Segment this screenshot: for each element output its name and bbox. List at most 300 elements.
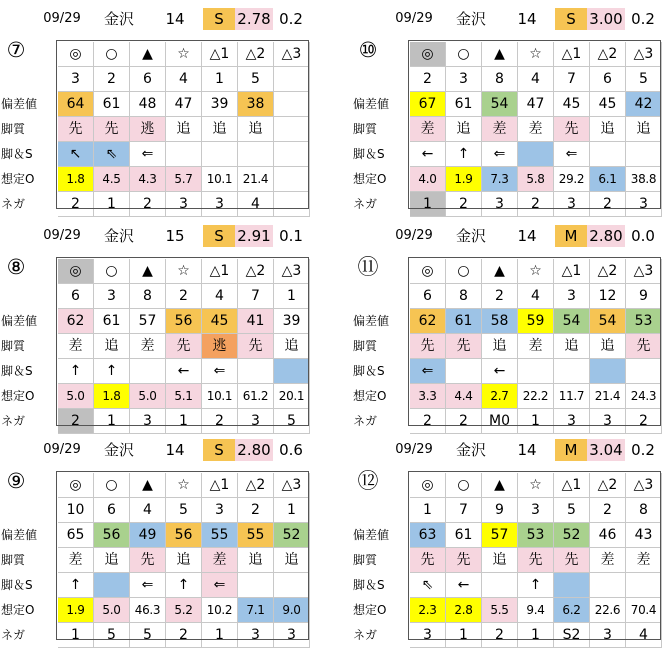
row-odds — [352, 167, 668, 192]
style-cell: 差 — [58, 548, 94, 573]
style-cell: 差 — [626, 548, 662, 573]
row-dev — [352, 309, 668, 334]
horse-cell: 6 — [590, 67, 626, 92]
style-cell: 追 — [590, 334, 626, 359]
horse-cell: 5 — [166, 498, 202, 523]
dev-cell: 64 — [58, 92, 94, 117]
nega-cell: 5 — [274, 409, 310, 434]
field-size: 14 — [517, 227, 537, 245]
marks-cell: △3 — [626, 259, 662, 284]
marks-cell: ☆ — [518, 473, 554, 498]
row-nega — [0, 409, 316, 434]
nega-cell: 3 — [626, 192, 662, 217]
ls-cell — [274, 142, 310, 167]
nega-cell — [274, 192, 310, 217]
label-odds: 想定O — [353, 172, 387, 186]
horse-cell: 8 — [626, 498, 662, 523]
nega-cell: 3 — [130, 409, 166, 434]
odds-cell: 4.3 — [130, 167, 166, 192]
score-diff: 0.6 — [279, 441, 303, 459]
row-horse — [0, 284, 316, 309]
nega-cell: 2 — [482, 623, 518, 648]
ls-cell — [590, 359, 626, 384]
dev-cell: 53 — [626, 309, 662, 334]
style-cell: 先 — [238, 334, 274, 359]
row-odds — [352, 598, 668, 623]
race-date: 09/29 — [43, 442, 81, 457]
style-cell: 差 — [202, 548, 238, 573]
nega-cell: 3 — [202, 192, 238, 217]
odds-cell: 9.0 — [274, 598, 310, 623]
odds-cell: 21.4 — [238, 167, 274, 192]
style-cell: 先 — [554, 117, 590, 142]
ls-cell: ← — [446, 573, 482, 598]
nega-cell: 1 — [410, 192, 446, 217]
race-block — [0, 225, 316, 429]
style-cell: 差 — [482, 117, 518, 142]
ls-cell: ← — [482, 359, 518, 384]
ls-cell: ← — [410, 142, 446, 167]
odds-cell: 2.3 — [410, 598, 446, 623]
row-marks — [0, 259, 316, 284]
nega-cell: 4 — [238, 192, 274, 217]
marks-cell: ○ — [446, 259, 482, 284]
nega-cell: 3 — [238, 623, 274, 648]
row-style — [0, 334, 316, 359]
row-horse — [352, 498, 668, 523]
race-block — [0, 439, 316, 643]
dev-cell: 59 — [518, 309, 554, 334]
nega-cell: 1 — [446, 623, 482, 648]
ls-cell — [130, 359, 166, 384]
marks-cell: △3 — [626, 473, 662, 498]
style-cell: 先 — [554, 548, 590, 573]
style-cell: 追 — [94, 334, 130, 359]
nega-cell: 2 — [130, 192, 166, 217]
venue-name: 金沢 — [103, 227, 134, 245]
venue-name: 金沢 — [455, 441, 486, 459]
label-dev: 偏差値 — [353, 528, 390, 542]
marks-cell: ☆ — [166, 42, 202, 67]
odds-cell — [274, 167, 310, 192]
race-score: 2.80 — [587, 225, 625, 247]
horse-cell: 3 — [518, 498, 554, 523]
horse-cell: 3 — [58, 67, 94, 92]
odds-cell: 1.9 — [58, 598, 94, 623]
grade-badge: M — [555, 225, 587, 247]
race-number: ⑧ — [6, 255, 26, 279]
label-style: 脚質 — [1, 122, 26, 136]
label-style: 脚質 — [1, 553, 26, 567]
odds-cell: 6.2 — [554, 598, 590, 623]
style-cell: 差 — [518, 117, 554, 142]
row-horse — [0, 67, 316, 92]
label-dev: 偏差値 — [353, 314, 390, 328]
marks-cell: ▲ — [130, 473, 166, 498]
horse-cell: 1 — [274, 284, 310, 309]
odds-cell: 1.9 — [446, 167, 482, 192]
race-number: ⑦ — [6, 38, 26, 62]
dev-cell: 46 — [590, 523, 626, 548]
horse-cell: 5 — [626, 67, 662, 92]
horse-cell: 3 — [554, 284, 590, 309]
race-date: 09/29 — [43, 228, 81, 243]
row-nega — [0, 192, 316, 217]
ls-cell: ↑ — [446, 142, 482, 167]
grade-badge: S — [203, 225, 235, 247]
dev-cell: 54 — [590, 309, 626, 334]
dev-cell: 56 — [166, 309, 202, 334]
label-nega: ネガ — [353, 414, 378, 428]
race-header — [0, 8, 316, 32]
label-ls: 脚＆S — [353, 147, 385, 161]
dev-cell: 61 — [446, 92, 482, 117]
horse-cell: 6 — [58, 284, 94, 309]
horse-cell: 2 — [166, 284, 202, 309]
style-cell: 追 — [554, 334, 590, 359]
horse-cell: 2 — [590, 498, 626, 523]
odds-cell: 4.5 — [94, 167, 130, 192]
horse-cell: 5 — [554, 498, 590, 523]
row-odds — [0, 384, 316, 409]
dev-cell: 52 — [554, 523, 590, 548]
row-ls — [352, 573, 668, 598]
odds-cell: 5.8 — [518, 167, 554, 192]
nega-cell: 1 — [94, 192, 130, 217]
row-odds — [352, 384, 668, 409]
horse-cell: 1 — [202, 67, 238, 92]
horse-cell: 1 — [410, 498, 446, 523]
nega-cell: 3 — [274, 623, 310, 648]
marks-cell: ☆ — [518, 42, 554, 67]
label-nega: ネガ — [1, 414, 26, 428]
marks-cell: △2 — [238, 42, 274, 67]
style-cell: 先 — [94, 117, 130, 142]
ls-cell: ⇐ — [202, 359, 238, 384]
label-ls: 脚＆S — [353, 364, 385, 378]
nega-cell: 1 — [518, 409, 554, 434]
horse-cell: 2 — [94, 67, 130, 92]
marks-cell: ▲ — [482, 42, 518, 67]
row-style — [352, 548, 668, 573]
style-cell: 追 — [446, 117, 482, 142]
odds-cell: 4.0 — [410, 167, 446, 192]
ls-cell — [554, 359, 590, 384]
ls-cell — [238, 359, 274, 384]
nega-cell: 3 — [590, 623, 626, 648]
dev-cell: 63 — [410, 523, 446, 548]
dev-cell: 61 — [446, 309, 482, 334]
ls-cell — [590, 573, 626, 598]
label-nega: ネガ — [1, 628, 26, 642]
row-style — [352, 117, 668, 142]
row-dev — [0, 523, 316, 548]
row-horse — [352, 284, 668, 309]
dev-cell: 65 — [58, 523, 94, 548]
marks-cell: ○ — [446, 473, 482, 498]
style-cell: 追 — [590, 117, 626, 142]
odds-cell: 1.8 — [94, 384, 130, 409]
nega-cell: 2 — [518, 192, 554, 217]
style-cell: 追 — [94, 548, 130, 573]
ls-cell — [590, 142, 626, 167]
ls-cell — [238, 142, 274, 167]
horse-cell: 4 — [130, 498, 166, 523]
label-dev: 偏差値 — [1, 314, 38, 328]
label-odds: 想定O — [1, 603, 35, 617]
race-header — [0, 439, 316, 463]
label-odds: 想定O — [353, 603, 387, 617]
horse-cell: 5 — [238, 67, 274, 92]
style-cell: 追 — [202, 117, 238, 142]
marks-cell: ▲ — [130, 42, 166, 67]
score-diff: 0.2 — [631, 441, 655, 459]
nega-cell: 1 — [202, 623, 238, 648]
nega-cell: 4 — [626, 623, 662, 648]
odds-cell: 10.1 — [202, 167, 238, 192]
odds-cell: 61.2 — [238, 384, 274, 409]
nega-cell: 3 — [554, 192, 590, 217]
marks-cell: ▲ — [482, 473, 518, 498]
style-cell: 差 — [58, 334, 94, 359]
horse-cell: 7 — [446, 498, 482, 523]
odds-cell: 2.8 — [446, 598, 482, 623]
dev-cell: 48 — [130, 92, 166, 117]
horse-cell: 2 — [482, 284, 518, 309]
ls-cell — [626, 573, 662, 598]
race-score: 3.00 — [587, 8, 625, 30]
row-ls — [0, 573, 316, 598]
dev-cell: 61 — [446, 523, 482, 548]
nega-cell: 1 — [166, 409, 202, 434]
field-size: 15 — [165, 227, 185, 245]
style-cell: 先 — [518, 548, 554, 573]
odds-cell: 70.4 — [626, 598, 662, 623]
horse-cell: 2 — [410, 67, 446, 92]
row-ls — [352, 142, 668, 167]
horse-cell: 7 — [554, 67, 590, 92]
marks-cell: △1 — [202, 42, 238, 67]
nega-cell: 2 — [58, 409, 94, 434]
ls-cell: ↑ — [166, 573, 202, 598]
marks-cell: △1 — [554, 473, 590, 498]
ls-cell — [518, 142, 554, 167]
nega-cell: 2 — [446, 409, 482, 434]
ls-cell: ↖ — [58, 142, 94, 167]
dev-cell: 39 — [202, 92, 238, 117]
row-nega — [352, 192, 668, 217]
marks-cell: ○ — [94, 473, 130, 498]
style-cell: 追 — [238, 117, 274, 142]
marks-cell: ▲ — [130, 259, 166, 284]
odds-cell: 24.3 — [626, 384, 662, 409]
horse-cell: 6 — [94, 498, 130, 523]
horse-cell: 4 — [166, 67, 202, 92]
marks-cell: △3 — [274, 259, 310, 284]
race-date: 09/29 — [395, 228, 433, 243]
label-ls: 脚＆S — [1, 578, 33, 592]
row-horse — [352, 67, 668, 92]
odds-cell: 21.4 — [590, 384, 626, 409]
odds-cell: 5.0 — [58, 384, 94, 409]
label-style: 脚質 — [353, 553, 378, 567]
grade-badge: M — [555, 439, 587, 461]
venue-name: 金沢 — [103, 441, 134, 459]
nega-cell: 5 — [94, 623, 130, 648]
style-cell: 先 — [446, 548, 482, 573]
race-date: 09/29 — [43, 11, 81, 26]
nega-cell: 3 — [166, 192, 202, 217]
dev-cell — [274, 92, 310, 117]
ls-cell — [274, 359, 310, 384]
ls-cell — [518, 359, 554, 384]
row-nega — [352, 623, 668, 648]
label-ls: 脚＆S — [353, 578, 385, 592]
dev-cell: 56 — [166, 523, 202, 548]
marks-cell: △1 — [202, 473, 238, 498]
label-odds: 想定O — [1, 172, 35, 186]
horse-cell: 3 — [202, 498, 238, 523]
style-cell: 追 — [238, 548, 274, 573]
marks-cell: ☆ — [518, 259, 554, 284]
dev-cell: 43 — [626, 523, 662, 548]
odds-cell: 1.8 — [58, 167, 94, 192]
marks-cell: ◎ — [58, 259, 94, 284]
race-date: 09/29 — [395, 11, 433, 26]
dev-cell: 52 — [274, 523, 310, 548]
nega-cell: 1 — [518, 623, 554, 648]
ls-cell: ⇐ — [410, 359, 446, 384]
ls-cell: ⇐ — [482, 142, 518, 167]
dev-cell: 62 — [58, 309, 94, 334]
race-number: ⑫ — [357, 469, 379, 493]
grade-badge: S — [203, 439, 235, 461]
label-nega: ネガ — [1, 197, 26, 211]
odds-cell: 5.0 — [130, 384, 166, 409]
style-cell: 先 — [58, 117, 94, 142]
dev-cell: 54 — [482, 92, 518, 117]
nega-cell: 3 — [482, 192, 518, 217]
dev-cell: 47 — [166, 92, 202, 117]
odds-cell: 7.1 — [238, 598, 274, 623]
dev-cell: 57 — [130, 309, 166, 334]
marks-cell: ○ — [94, 42, 130, 67]
odds-cell: 2.7 — [482, 384, 518, 409]
dev-cell: 57 — [482, 523, 518, 548]
race-score: 2.78 — [235, 8, 273, 30]
odds-cell: 5.0 — [94, 598, 130, 623]
row-marks — [352, 42, 668, 67]
field-size: 14 — [517, 10, 537, 28]
row-odds — [0, 167, 316, 192]
odds-cell: 38.8 — [626, 167, 662, 192]
ls-cell — [626, 359, 662, 384]
field-size: 14 — [517, 441, 537, 459]
marks-cell: △1 — [202, 259, 238, 284]
row-style — [0, 548, 316, 573]
score-diff: 0.2 — [631, 10, 655, 28]
ls-cell: ← — [166, 359, 202, 384]
marks-cell: △3 — [274, 42, 310, 67]
marks-cell: △1 — [554, 42, 590, 67]
label-ls: 脚＆S — [1, 364, 33, 378]
marks-cell: ☆ — [166, 259, 202, 284]
ls-cell: ⇐ — [202, 573, 238, 598]
dev-cell: 49 — [130, 523, 166, 548]
nega-cell: 2 — [58, 192, 94, 217]
odds-cell: 46.3 — [130, 598, 166, 623]
dev-cell: 56 — [94, 523, 130, 548]
horse-cell: 6 — [410, 284, 446, 309]
ls-cell — [554, 573, 590, 598]
row-ls — [0, 359, 316, 384]
horse-cell: 10 — [58, 498, 94, 523]
style-cell: 先 — [446, 334, 482, 359]
race-score: 3.04 — [587, 439, 625, 461]
nega-cell: 2 — [202, 409, 238, 434]
ls-cell: ⇖ — [410, 573, 446, 598]
race-date: 09/29 — [395, 442, 433, 457]
label-nega: ネガ — [353, 197, 378, 211]
row-ls — [0, 142, 316, 167]
dev-cell: 67 — [410, 92, 446, 117]
nega-cell: 3 — [238, 409, 274, 434]
row-style — [0, 117, 316, 142]
marks-cell: ▲ — [482, 259, 518, 284]
odds-cell: 22.6 — [590, 598, 626, 623]
horse-cell: 6 — [130, 67, 166, 92]
ls-cell: ↑ — [94, 359, 130, 384]
style-cell: 追 — [482, 334, 518, 359]
marks-cell: ◎ — [410, 473, 446, 498]
ls-cell — [446, 359, 482, 384]
odds-cell: 7.3 — [482, 167, 518, 192]
label-dev: 偏差値 — [1, 528, 38, 542]
horse-cell: 12 — [590, 284, 626, 309]
ls-cell — [202, 142, 238, 167]
row-dev — [352, 523, 668, 548]
ls-cell — [166, 142, 202, 167]
race-header — [0, 225, 316, 249]
style-cell: 逃 — [130, 117, 166, 142]
horse-cell — [274, 67, 310, 92]
marks-cell: ◎ — [410, 42, 446, 67]
row-dev — [0, 92, 316, 117]
nega-cell: 3 — [554, 409, 590, 434]
style-cell: 逃 — [202, 334, 238, 359]
style-cell: 先 — [130, 548, 166, 573]
label-style: 脚質 — [353, 339, 378, 353]
score-diff: 0.2 — [279, 10, 303, 28]
horse-cell: 3 — [94, 284, 130, 309]
grade-badge: S — [203, 8, 235, 30]
odds-cell: 10.2 — [202, 598, 238, 623]
marks-cell: △2 — [590, 259, 626, 284]
nega-cell: 2 — [446, 192, 482, 217]
label-odds: 想定O — [353, 389, 387, 403]
dev-cell: 61 — [94, 309, 130, 334]
odds-cell: 5.1 — [166, 384, 202, 409]
style-cell: 追 — [482, 548, 518, 573]
ls-cell: ↑ — [58, 573, 94, 598]
style-cell: 先 — [166, 334, 202, 359]
ls-cell: ⇐ — [130, 573, 166, 598]
race-header — [352, 439, 668, 463]
ls-cell: ⇐ — [554, 142, 590, 167]
style-cell: 差 — [518, 334, 554, 359]
dev-cell: 42 — [626, 92, 662, 117]
horse-cell: 1 — [274, 498, 310, 523]
